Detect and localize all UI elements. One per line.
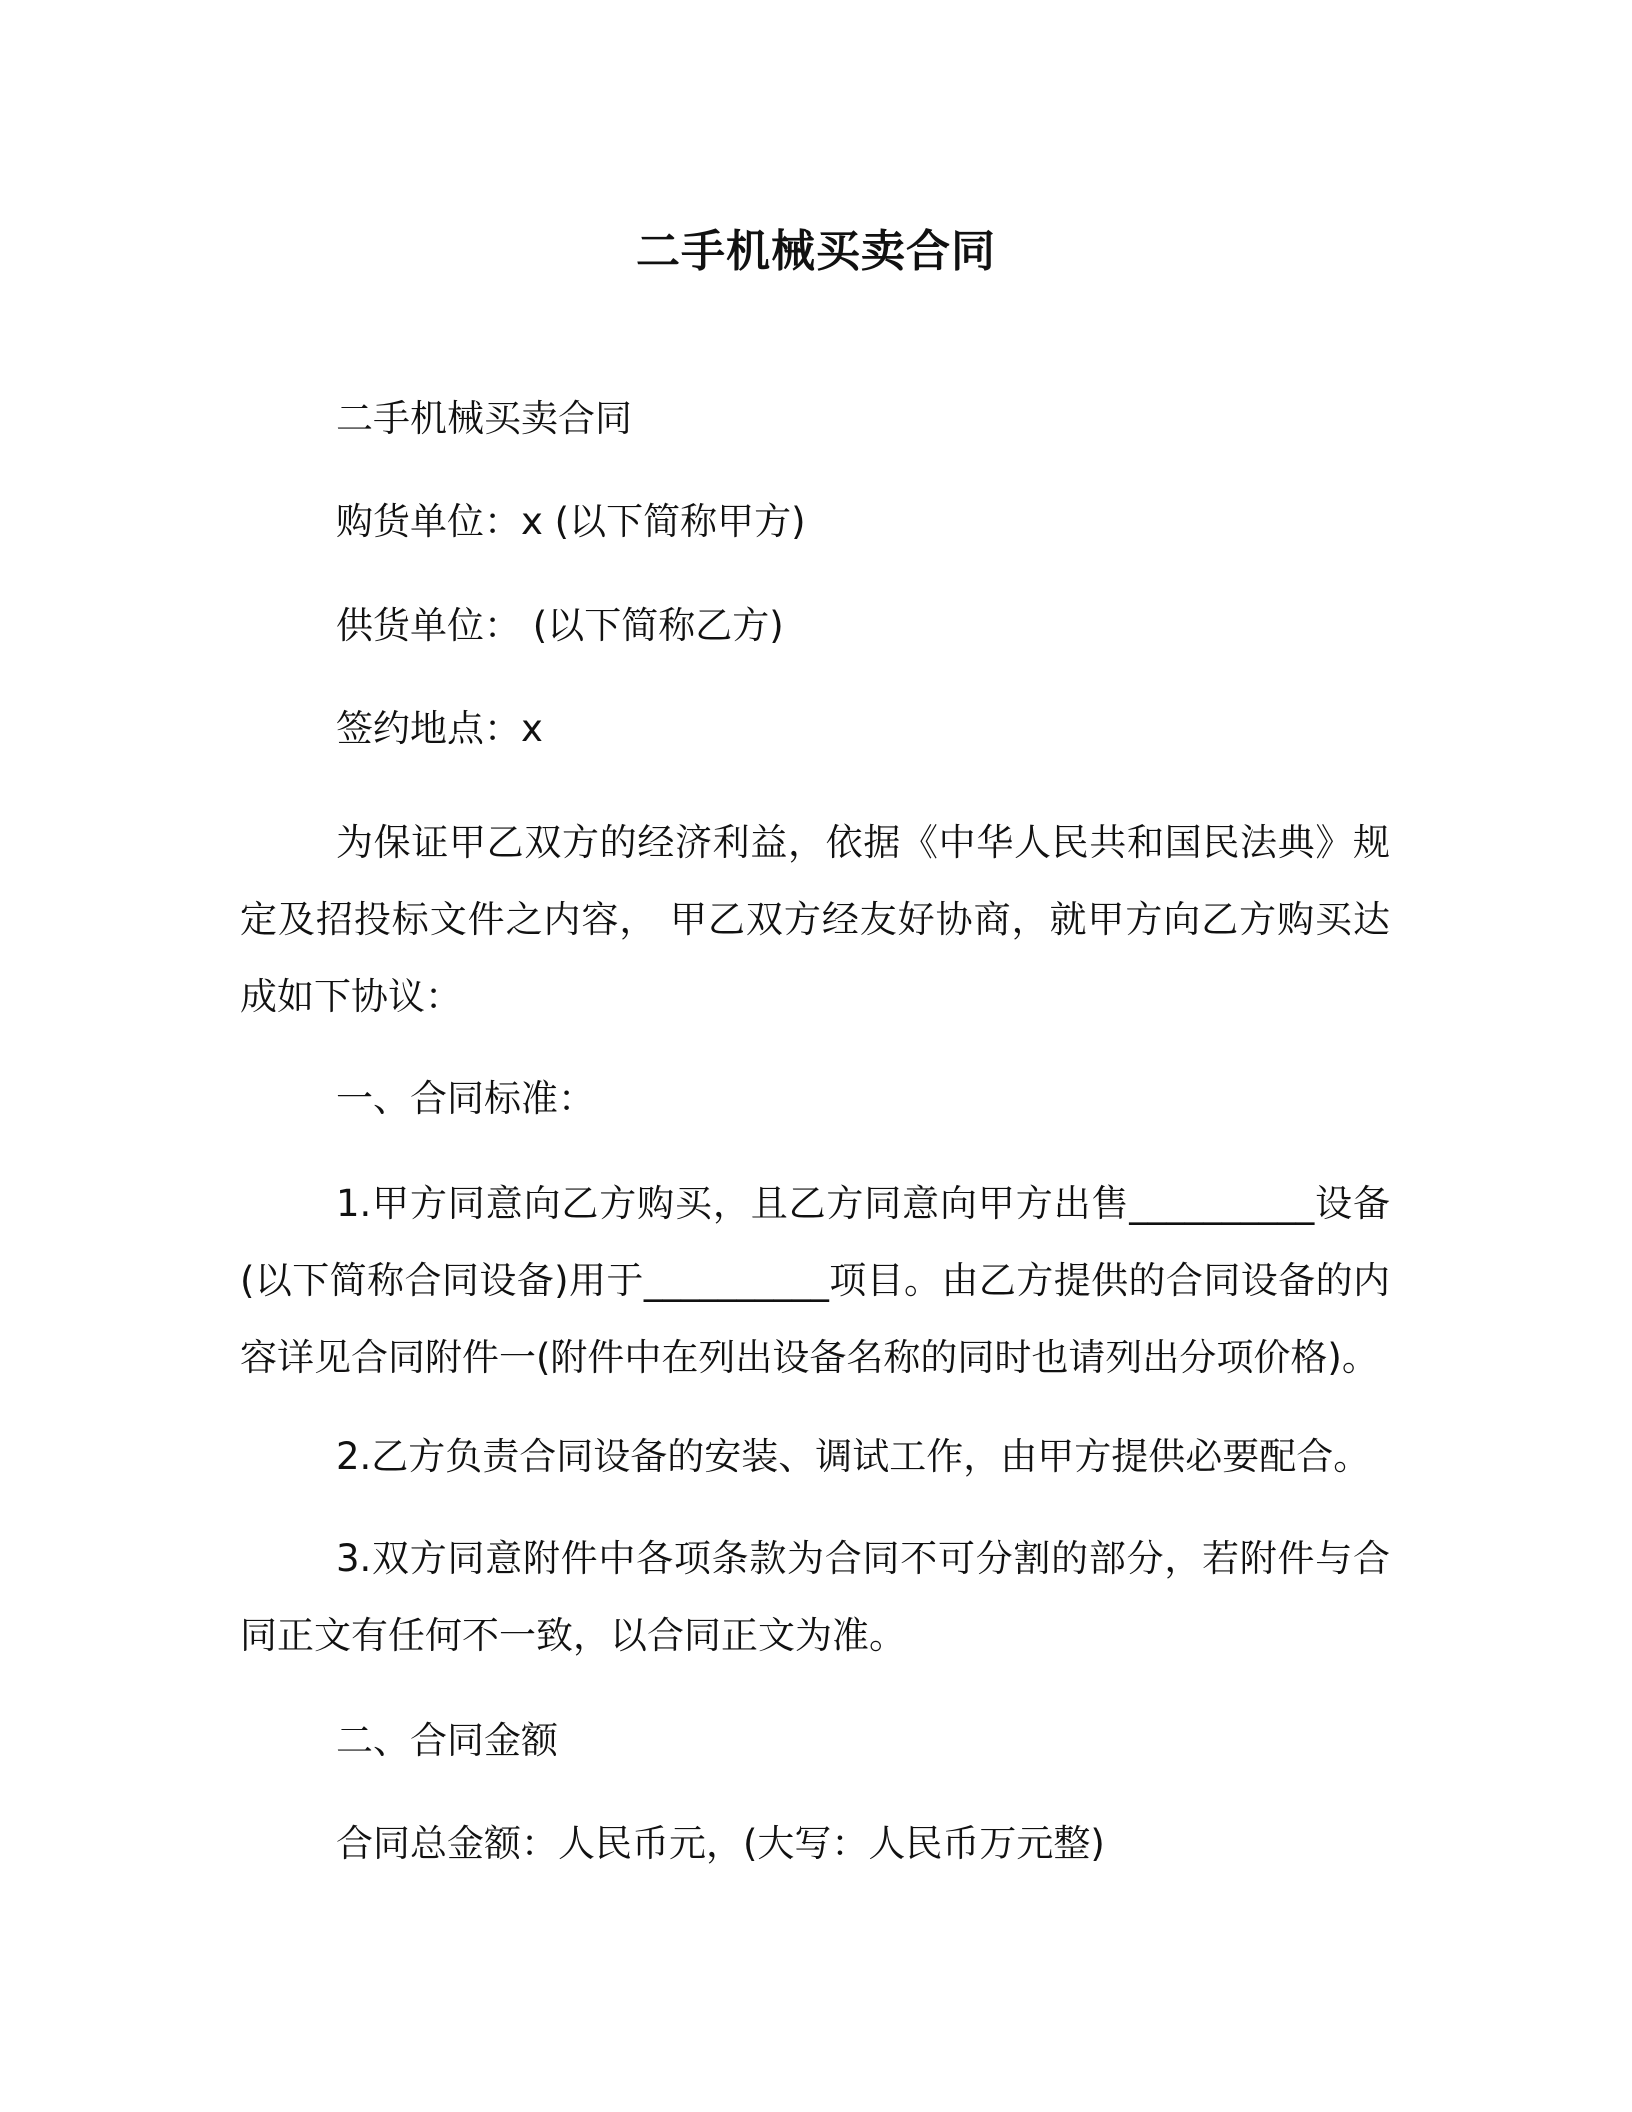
buyer-line: 购货单位：x (以下简称甲方)	[336, 500, 806, 543]
document-subtitle: 二手机械买卖合同	[336, 397, 632, 440]
clause1-paragraph	[240, 1165, 1390, 1396]
section1-heading: 一、合同标准：	[336, 1077, 595, 1120]
signing-place-line: 签约地点：x	[336, 707, 543, 750]
amount-line: 合同总金额：人民币元，(大写：人民币万元整)	[336, 1822, 1105, 1865]
clause1-text: 1.甲方同意向乙方购买，且乙方同意向甲方出售__________设备(以下简称合同设备)用于__________项目。由乙方提供的合同设备的内容详见合同附件一(附件中在列出设备名称的同时也请列出分项价格)。	[240, 1182, 1390, 1379]
section2-heading: 二、合同金额	[336, 1719, 558, 1762]
document-title: 二手机械买卖合同	[636, 226, 996, 277]
clause3-text: 3.双方同意附件中各项条款为合同不可分割的部分，若附件与合同正文有任何不一致，以合同正文为准。	[240, 1537, 1390, 1657]
preamble-paragraph	[240, 804, 1390, 1035]
supplier-line: 供货单位： (以下简称乙方)	[336, 604, 784, 647]
preamble-text: 为保证甲乙双方的经济利益，依据《中华人民共和国民法典》规定及招投标文件之内容， 甲乙双方经友好协商，就甲方向乙方购买达成如下协议：	[240, 821, 1390, 1018]
clause3-paragraph	[240, 1520, 1390, 1674]
clause2-text: 2.乙方负责合同设备的安装、调试工作，由甲方提供必要配合。	[336, 1435, 1371, 1478]
